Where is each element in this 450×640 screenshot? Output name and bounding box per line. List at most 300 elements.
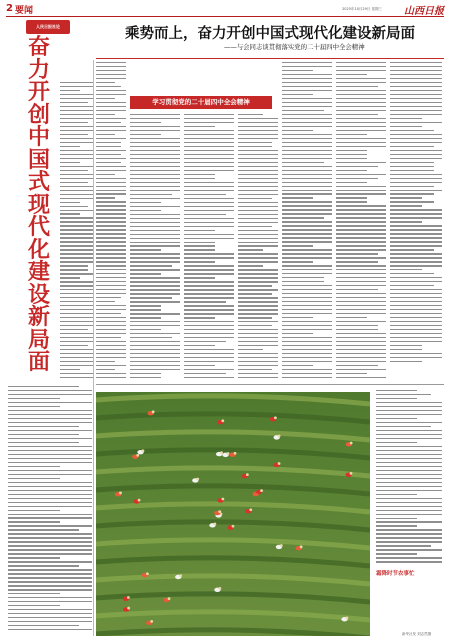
text-line: [96, 241, 126, 242]
text-line: [390, 110, 442, 111]
article-column: [282, 62, 332, 382]
text-line: [282, 106, 332, 107]
text-line: [336, 265, 386, 266]
text-line: [60, 86, 93, 87]
text-line: [8, 502, 92, 503]
text-line: [336, 285, 386, 286]
text-line: [336, 78, 386, 79]
text-line: [60, 82, 93, 83]
text-line: [96, 285, 126, 286]
text-line: [60, 225, 93, 226]
text-line: [390, 293, 442, 294]
text-line: [184, 230, 215, 231]
text-line: [130, 166, 180, 167]
text-line: [96, 269, 126, 270]
text-line: [96, 130, 126, 131]
text-line: [184, 377, 234, 378]
text-line: [282, 293, 332, 294]
text-line: [8, 613, 92, 614]
text-line: [282, 186, 332, 187]
text-line: [60, 186, 93, 187]
text-line: [282, 285, 332, 286]
text-line: [336, 325, 378, 326]
text-line: [390, 329, 442, 330]
text-line: [184, 202, 234, 203]
text-line: [238, 345, 278, 346]
text-line: [376, 518, 417, 519]
text-line: [238, 222, 278, 223]
text-line: [336, 193, 386, 194]
text-line: [336, 245, 386, 246]
text-line: [60, 162, 80, 163]
text-line: [238, 114, 263, 115]
text-line: [60, 213, 80, 214]
text-line: [130, 214, 180, 215]
text-line: [282, 170, 332, 171]
text-line: [8, 498, 92, 499]
text-line: [60, 194, 93, 195]
text-line: [8, 446, 92, 447]
text-line: [376, 394, 431, 395]
text-line: [96, 178, 126, 179]
text-line: [130, 261, 180, 262]
text-line: [282, 197, 313, 198]
text-line: [390, 138, 442, 139]
text-line: [282, 62, 332, 63]
text-line: [8, 390, 92, 391]
text-line: [184, 329, 234, 330]
text-line: [336, 321, 386, 322]
text-line: [282, 253, 332, 254]
text-line: [96, 337, 121, 338]
text-line: [130, 349, 180, 350]
text-line: [336, 74, 367, 75]
text-line: [96, 138, 126, 139]
text-line: [184, 122, 234, 123]
text-line: [336, 261, 378, 262]
text-line: [96, 158, 126, 159]
text-line: [282, 237, 332, 238]
text-line: [60, 126, 93, 127]
text-line: [282, 182, 332, 183]
text-line: [60, 217, 93, 218]
text-line: [96, 122, 121, 123]
text-line: [96, 261, 126, 262]
text-line: [390, 205, 422, 206]
text-line: [184, 174, 215, 175]
text-line: [390, 82, 442, 83]
text-line: [282, 90, 332, 91]
text-line: [96, 345, 126, 346]
text-line: [376, 549, 442, 550]
text-line: [238, 214, 278, 215]
text-line: [130, 317, 161, 318]
text-line: [390, 361, 422, 362]
text-line: [96, 245, 126, 246]
text-line: [336, 134, 367, 135]
text-line: [376, 466, 442, 467]
text-line: [390, 257, 442, 258]
text-line: [184, 226, 234, 227]
text-line: [130, 369, 180, 370]
text-line: [60, 221, 93, 222]
text-line: [336, 86, 378, 87]
text-line: [336, 190, 386, 191]
text-line: [282, 273, 332, 274]
text-line: [60, 313, 93, 314]
text-line: [390, 158, 442, 159]
section-name: 要闻: [15, 6, 34, 16]
text-line: [8, 442, 79, 443]
text-line: [96, 213, 126, 214]
text-line: [282, 373, 332, 374]
text-line: [282, 265, 332, 266]
text-line: [60, 341, 93, 342]
text-line: [60, 98, 93, 99]
text-line: [336, 337, 386, 338]
text-line: [238, 218, 278, 219]
text-line: [96, 150, 126, 151]
text-line: [184, 321, 234, 322]
text-line: [60, 321, 93, 322]
text-line: [336, 98, 386, 99]
text-line: [96, 174, 115, 175]
text-line: [336, 146, 386, 147]
text-line: [282, 297, 332, 298]
text-line: [96, 94, 126, 95]
text-line: [238, 301, 278, 302]
text-line: [238, 122, 278, 123]
text-line: [184, 222, 234, 223]
text-line: [8, 529, 79, 530]
text-line: [8, 394, 92, 395]
text-line: [130, 190, 180, 191]
text-line: [390, 317, 442, 318]
editorial-body: [60, 82, 93, 382]
text-line: [238, 238, 278, 239]
text-line: [282, 313, 332, 314]
text-line: [336, 377, 386, 378]
text-line: [8, 470, 92, 471]
text-line: [390, 166, 434, 167]
text-line: [130, 182, 180, 183]
text-line: [130, 297, 172, 298]
text-line: [238, 357, 278, 358]
text-line: [390, 66, 442, 67]
text-line: [8, 605, 60, 606]
text-line: [96, 377, 126, 378]
text-line: [376, 450, 442, 451]
text-line: [282, 229, 332, 230]
text-line: [282, 249, 332, 250]
text-line: [390, 74, 442, 75]
text-line: [96, 225, 126, 226]
text-line: [238, 234, 278, 235]
text-line: [282, 134, 332, 135]
text-line: [282, 126, 332, 127]
text-line: [60, 138, 93, 139]
text-line: [390, 150, 442, 151]
text-line: [96, 74, 126, 75]
text-line: [130, 249, 161, 250]
text-line: [130, 150, 180, 151]
text-line: [184, 242, 215, 243]
text-line: [336, 241, 386, 242]
text-line: [130, 269, 180, 270]
text-line: [390, 130, 434, 131]
text-line: [184, 214, 226, 215]
text-line: [130, 226, 180, 227]
text-line: [60, 154, 93, 155]
text-line: [282, 142, 332, 143]
text-line: [130, 130, 180, 131]
text-line: [336, 257, 386, 258]
text-line: [60, 106, 93, 107]
text-line: [238, 126, 278, 127]
text-line: [376, 521, 442, 522]
text-line: [282, 98, 332, 99]
text-line: [130, 206, 180, 207]
text-line: [96, 209, 126, 210]
article-column: [130, 114, 180, 384]
text-line: [130, 158, 180, 159]
text-line: [238, 313, 278, 314]
text-line: [184, 305, 234, 306]
text-line: [96, 333, 126, 334]
text-line: [238, 150, 278, 151]
text-line: [184, 253, 234, 254]
text-line: [8, 386, 79, 387]
text-line: [238, 369, 272, 370]
text-line: [238, 333, 278, 334]
text-line: [336, 345, 386, 346]
text-line: [60, 289, 93, 290]
text-line: [282, 349, 332, 350]
text-line: [130, 118, 180, 119]
topic-banner: 学习贯彻党的二十届四中全会精神: [130, 96, 272, 109]
text-line: [130, 377, 161, 378]
text-line: [96, 146, 121, 147]
text-line: [8, 430, 92, 431]
text-line: [238, 317, 272, 318]
text-line: [336, 237, 386, 238]
text-line: [336, 313, 386, 314]
text-line: [60, 233, 93, 234]
text-line: [96, 237, 126, 238]
text-line: [376, 545, 431, 546]
text-line: [390, 253, 442, 254]
text-line: [184, 218, 234, 219]
text-line: [390, 102, 442, 103]
text-line: [130, 333, 180, 334]
article-column: [96, 62, 126, 382]
text-line: [336, 106, 386, 107]
text-line: [336, 158, 367, 159]
text-line: [238, 249, 263, 250]
text-line: [60, 253, 93, 254]
text-line: [238, 325, 272, 326]
text-line: [336, 293, 386, 294]
text-line: [336, 142, 386, 143]
text-line: [282, 289, 332, 290]
text-line: [390, 134, 442, 135]
text-line: [336, 102, 386, 103]
text-line: [60, 353, 93, 354]
text-line: [282, 269, 332, 270]
text-line: [60, 178, 93, 179]
text-line: [96, 114, 115, 115]
text-line: [390, 261, 442, 262]
text-line: [336, 70, 386, 71]
text-line: [96, 257, 126, 258]
text-line: [238, 329, 278, 330]
text-line: [184, 194, 226, 195]
text-line: [238, 309, 278, 310]
text-line: [376, 486, 442, 487]
text-line: [336, 118, 386, 119]
text-line: [184, 238, 234, 239]
text-line: [8, 525, 92, 526]
text-line: [238, 210, 278, 211]
article-column: [336, 62, 386, 382]
text-line: [184, 134, 234, 135]
text-line: [130, 178, 180, 179]
text-line: [130, 230, 180, 231]
text-line: [390, 78, 442, 79]
text-line: [390, 325, 442, 326]
text-line: [184, 249, 215, 250]
text-line: [282, 377, 332, 378]
text-line: [130, 134, 161, 135]
text-line: [336, 309, 386, 310]
text-line: [336, 90, 386, 91]
text-line: [130, 146, 180, 147]
text-line: [282, 78, 332, 79]
text-line: [282, 225, 332, 226]
text-line: [336, 249, 386, 250]
text-line: [96, 70, 126, 71]
text-line: [60, 229, 93, 230]
text-line: [60, 122, 88, 123]
text-line: [238, 353, 278, 354]
text-line: [390, 289, 442, 290]
text-line: [96, 221, 126, 222]
text-line: [8, 553, 92, 554]
text-line: [184, 206, 234, 207]
text-line: [376, 446, 442, 447]
text-line: [60, 365, 93, 366]
text-line: [282, 201, 332, 202]
text-line: [130, 242, 180, 243]
text-line: [238, 230, 278, 231]
text-line: [390, 337, 442, 338]
text-line: [376, 478, 442, 479]
text-line: [282, 162, 324, 163]
text-line: [282, 190, 332, 191]
section-divider: [96, 384, 444, 385]
text-line: [282, 281, 324, 282]
text-line: [8, 617, 92, 618]
text-line: [376, 442, 417, 443]
text-line: [238, 293, 272, 294]
text-line: [390, 313, 442, 314]
text-line: [184, 317, 215, 318]
text-line: [282, 138, 332, 139]
text-line: [130, 373, 161, 374]
text-line: [60, 102, 88, 103]
text-line: [282, 245, 313, 246]
text-line: [96, 142, 121, 143]
text-line: [184, 357, 234, 358]
text-line: [96, 313, 121, 314]
text-line: [376, 470, 442, 471]
text-line: [130, 234, 180, 235]
text-line: [282, 86, 332, 87]
text-line: [390, 197, 422, 198]
text-line: [96, 321, 126, 322]
text-line: [60, 241, 93, 242]
text-line: [238, 174, 278, 175]
text-line: [336, 122, 386, 123]
text-line: [96, 369, 115, 370]
text-line: [336, 182, 367, 183]
text-line: [376, 510, 442, 511]
text-line: [184, 269, 234, 270]
text-line: [238, 146, 272, 147]
text-line: [376, 414, 442, 415]
text-line: [238, 206, 278, 207]
text-line: [96, 162, 121, 163]
text-line: [282, 102, 332, 103]
text-line: [60, 349, 93, 350]
text-line: [184, 170, 234, 171]
text-line: [60, 329, 88, 330]
text-line: [60, 325, 93, 326]
text-line: [282, 110, 324, 111]
text-line: [336, 253, 378, 254]
text-line: [8, 422, 92, 423]
text-line: [390, 70, 442, 71]
text-line: [184, 309, 234, 310]
text-line: [184, 186, 234, 187]
text-line: [238, 265, 263, 266]
text-line: [336, 333, 386, 334]
text-line: [96, 301, 115, 302]
text-line: [8, 454, 92, 455]
text-line: [60, 305, 93, 306]
text-line: [96, 317, 126, 318]
text-line: [130, 114, 180, 115]
photo-caption-title: 霜降时节农事忙: [376, 571, 415, 577]
text-line: [96, 110, 126, 111]
issue-date: 2025年10月29日 星期三: [342, 7, 382, 11]
text-line: [184, 313, 234, 314]
photo-credit: 新华社发 刘志然摄: [402, 632, 432, 636]
text-line: [184, 325, 234, 326]
text-line: [8, 601, 92, 602]
text-line: [336, 361, 386, 362]
text-line: [376, 422, 442, 423]
text-line: [130, 174, 180, 175]
text-line: [130, 305, 161, 306]
text-line: [282, 122, 332, 123]
text-line: [130, 138, 180, 139]
text-line: [238, 166, 278, 167]
text-line: [184, 349, 234, 350]
text-line: [8, 585, 92, 586]
text-line: [238, 162, 278, 163]
text-line: [282, 146, 332, 147]
